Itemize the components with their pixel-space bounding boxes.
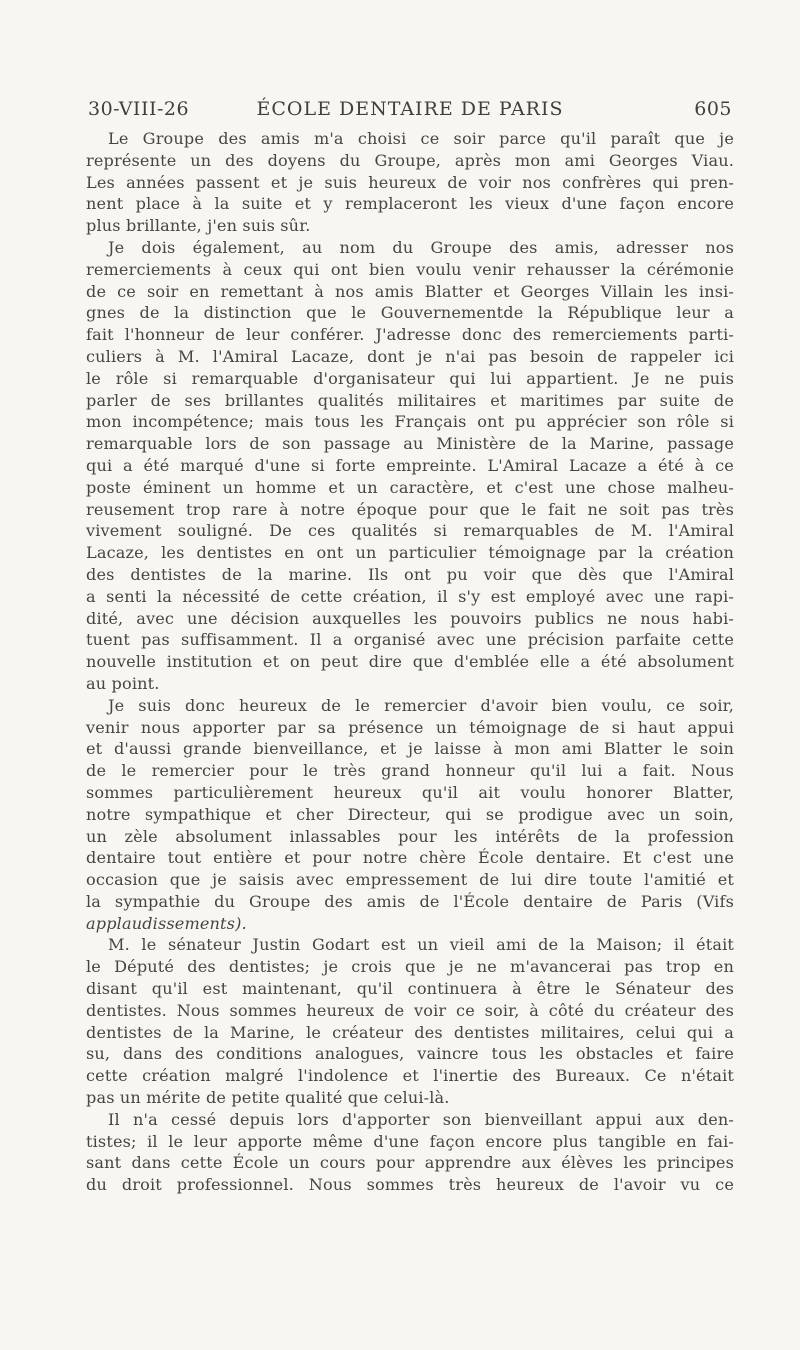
text-line: remerciements à ceux qui ont bien voulu venir rehausser la cérémonie [86,259,734,279]
text-line: au point. [86,673,160,693]
text-line: nouvelle institution et on peut dire que d'emblée elle a été absolument [86,652,734,672]
text-line: su, dans des conditions analogues, vaincre tous les obstacles et faire [86,1044,734,1064]
text-line: la sympathie du Groupe des amis de l'École dentaire de Paris (Vifs [86,891,734,911]
text-line: occasion que je saisis avec empressement de lui dire toute l'amitié et [86,870,734,890]
text-line: plus brillante, j'en suis sûr. [86,216,311,236]
text-line: dentaire tout entière et pour notre chère École dentaire. Et c'est une [86,848,734,868]
text-line: disant qu'il est maintenant, qu'il continuera à être le Sénateur des [86,979,734,999]
text-line: un zèle absolument inlassables pour les intérêts de la profession [86,826,734,846]
page-number: 605 [694,98,732,120]
text-line: applaudissements). [86,913,247,933]
text-line: venir nous apporter par sa présence un témoignage de si haut appui [86,717,734,737]
text-line: Je suis donc heureux de le remercier d'avoir bien voulu, ce soir, [108,695,734,715]
text-line: remarquable lors de son passage au Ministère de la Marine, passage [86,434,734,454]
text-line: des dentistes de la marine. Ils ont pu voir que dès que l'Amiral [86,564,734,584]
running-header [88,97,732,123]
text-line: dentistes de la Marine, le créateur des dentistes militaires, celui qui a [86,1022,734,1042]
text-line: gnes de la distinction que le Gouvernementde la République leur a [86,303,734,323]
text-line: le rôle si remarquable d'organisateur qui lui appartient. Je ne puis [86,368,734,388]
text-line: tistes; il le leur apporte même d'une façon encore plus tangible en fai- [86,1131,734,1151]
text-line: reusement trop rare à notre époque pour que le fait ne soit pas très [86,499,734,519]
text-line: a senti la nécessité de cette création, il s'y est employé avec une rapi- [86,586,734,606]
text-line: sommes particulièrement heureux qu'il ait voulu honorer Blatter, [86,782,734,802]
text-line: et d'aussi grande bienveillance, et je laisse à mon ami Blatter le soin [86,739,734,759]
text-line: notre sympathique et cher Directeur, qui se prodigue avec un soin, [86,804,734,824]
text-line: sant dans cette École un cours pour apprendre aux élèves les principes [86,1153,734,1173]
text-line: Lacaze, les dentistes en ont un particulier témoignage par la création [86,543,734,563]
header-title: ÉCOLE DENTAIRE DE PARIS [256,98,564,120]
text-line: représente un des doyens du Groupe, après mon ami Georges Viau. [86,150,734,170]
text-line: Les années passent et je suis heureux de voir nos confrères qui pren- [86,172,734,192]
text-line: fait l'honneur de leur conférer. J'adresse donc des remerciements parti- [86,325,734,345]
text-line: Je dois également, au nom du Groupe des amis, adresser nos [108,237,734,257]
text-line: qui a été marqué d'une si forte empreinte. L'Amiral Lacaze a été à ce [86,455,734,475]
text-line: parler de ses brillantes qualités militaires et maritimes par suite de [86,390,734,410]
body-text [86,128,734,1196]
text-line: mon incompétence; mais tous les Français ont pu apprécier son rôle si [86,412,734,432]
text-line: cette création malgré l'indolence et l'inertie des Bureaux. Ce n'était [86,1066,734,1086]
text-line: de ce soir en remettant à nos amis Blatter et Georges Villain les insi- [86,281,734,301]
text-line: vivement souligné. De ces qualités si remarquables de M. l'Amiral [86,521,734,541]
text-line: nent place à la suite et y remplaceront les vieux d'une façon encore [86,194,734,214]
header-date: 30-VIII-26 [88,98,190,120]
text-line: dité, avec une décision auxquelles les pouvoirs publics ne nous habi- [86,608,734,628]
text-line: tuent pas suffisamment. Il a organisé avec une précision parfaite cette [86,630,734,650]
text-line: du droit professionnel. Nous sommes très heureux de l'avoir vu ce [86,1175,734,1195]
text-line: Il n'a cessé depuis lors d'apporter son bienveillant appui aux den- [108,1109,734,1129]
text-line: pas un mérite de petite qualité que celui-là. [86,1088,450,1108]
text-line: M. le sénateur Justin Godart est un vieil ami de la Maison; il était [108,935,734,955]
text-line: de le remercier pour le très grand honneur qu'il lui a fait. Nous [86,761,734,781]
text-line: culiers à M. l'Amiral Lacaze, dont je n'ai pas besoin de rappeler ici [86,346,734,366]
text-line: Le Groupe des amis m'a choisi ce soir parce qu'il paraît que je [108,129,734,148]
text-line: le Député des dentistes; je crois que je ne m'avancerai pas trop en [86,957,734,977]
text-line: dentistes. Nous sommes heureux de voir ce soir, à côté du créateur des [86,1000,734,1020]
text-line: poste éminent un homme et un caractère, et c'est une chose malheu- [86,477,734,497]
